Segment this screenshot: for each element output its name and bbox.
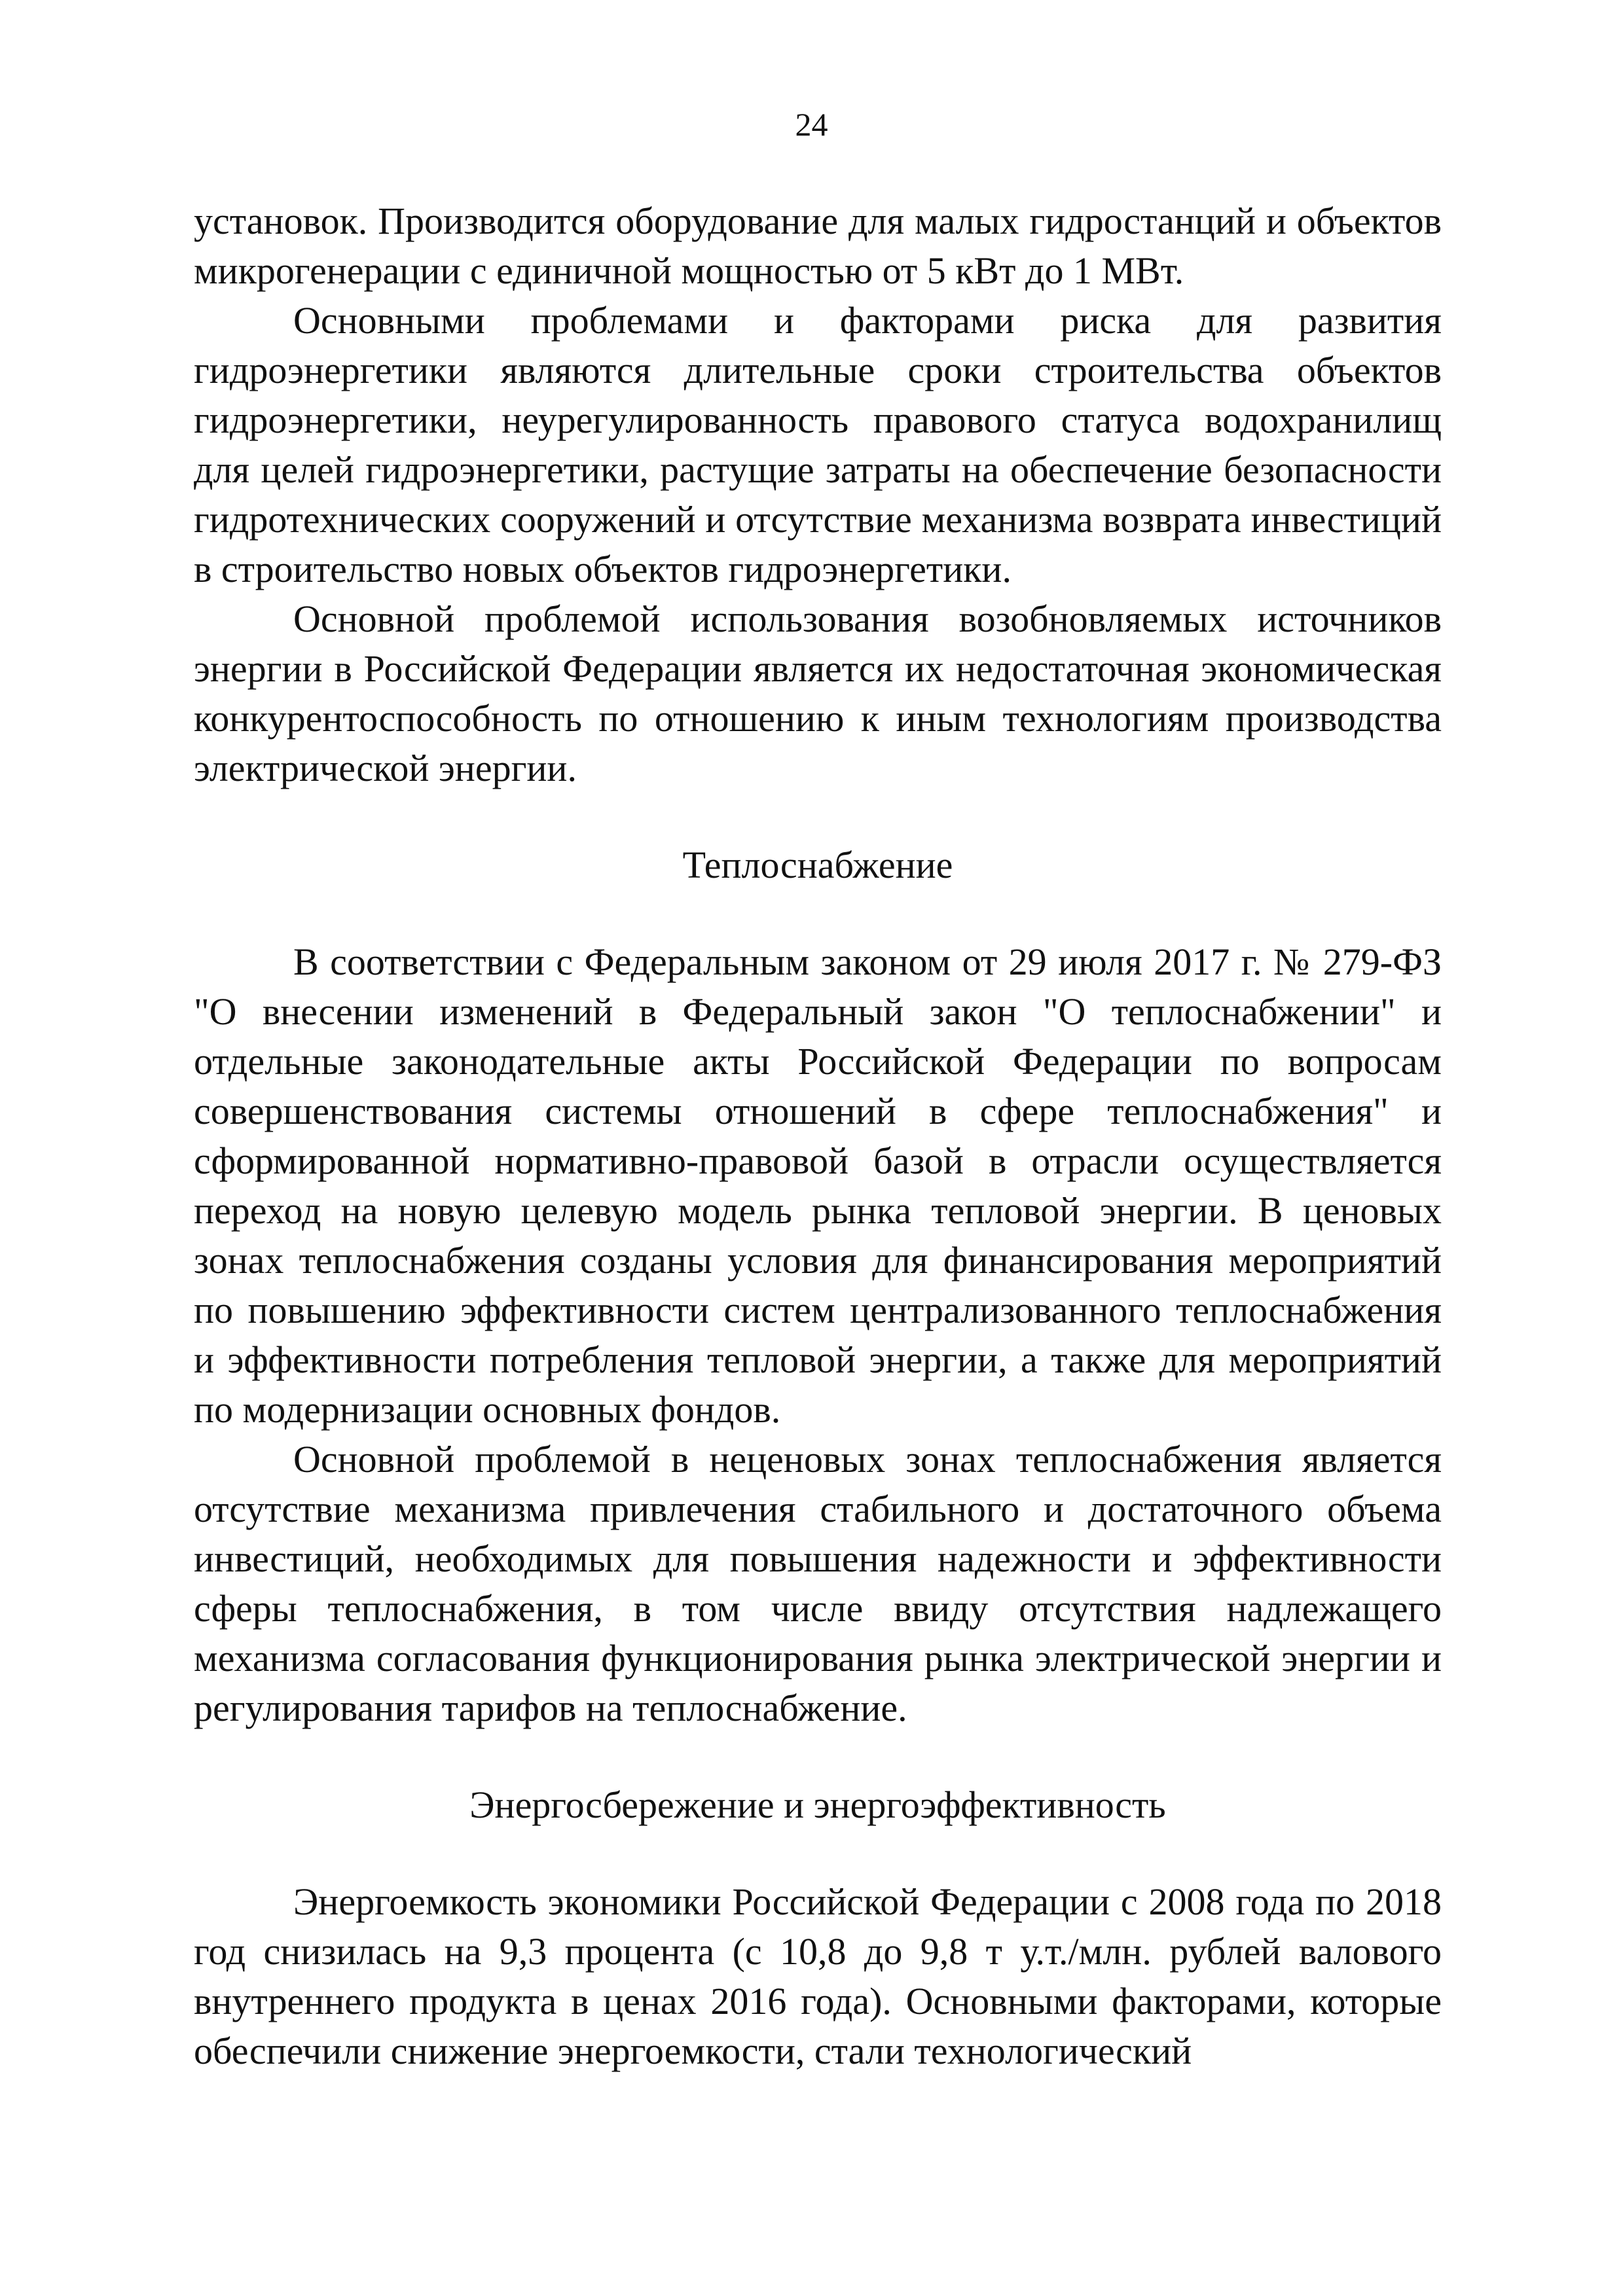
paragraph-non-price-zones: Основной проблемой в неценовых зонах теплоснабжения является отсутствие механизма привлечения стабильного и достаточного объема инвестиций, необходимых для повышения надежности и эффективности сферы теплоснабжения, в том числе ввиду отсутствия надлежащего механизма согласования функционирования рынка электрической энергии и регулирования тарифов на теплоснабжение. <box>194 1438 1442 1729</box>
paragraph-federal-law: В соответствии с Федеральным законом от 29 июля 2017 г. № 279-ФЗ "О внесении изменений в Федеральный закон "О теплоснабжении" и отдельные законодательные акты Российской Федерации по вопросам совершенствования системы отношений в сфере теплоснабжения" и сформированной нормативно-правовой базой в отрасли осуществляется переход на новую целевую модель рынка тепловой энергии. В ценовых зонах теплоснабжения созданы условия для финансирования мероприятий по повышению эффективности систем централизованного теплоснабжения и эффективности потребления тепловой энергии, а также для мероприятий по модернизации основных фондов. <box>194 941 1442 1431</box>
paragraph-hydro-risks: Основными проблемами и факторами риска для развития гидроэнергетики являются длительные сроки строительства объектов гидроэнергетики, неурегулированность правового статуса водохранилищ для целей гидроэнергетики, растущие затраты на обеспечение безопасности гидротехнических сооружений и отсутствие механизма возврата инвестиций в строительство новых объектов гидроэнергетики. <box>194 299 1442 590</box>
paragraph-continuation: установок. Производится оборудование для малых гидростанций и объектов микрогенерации с единичной мощностью от 5 кВт до 1 МВт. <box>194 200 1442 292</box>
section-heading-energy-efficiency: Энергосбережение и энергоэффективность <box>469 1784 1166 1826</box>
page-body <box>194 196 1442 2076</box>
paragraph-renewables-problem: Основной проблемой использования возобновляемых источников энергии в Российской Федерации является их недостаточная экономическая конкурентоспособность по отношению к иным технологиям производства электрической энергии. <box>194 598 1442 789</box>
section-heading-heat-supply: Теплоснабжение <box>682 844 953 886</box>
paragraph-energy-intensity: Энергоемкость экономики Российской Федерации с 2008 года по 2018 год снизилась на 9,3 процента (с 10,8 до 9,8 т у.т./млн. рублей валового внутреннего продукта в ценах 2016 года). Основными факторами, которые обеспечили снижение энергоемкости, стали технологический <box>194 1880 1442 2072</box>
page-number: 24 <box>795 106 828 143</box>
